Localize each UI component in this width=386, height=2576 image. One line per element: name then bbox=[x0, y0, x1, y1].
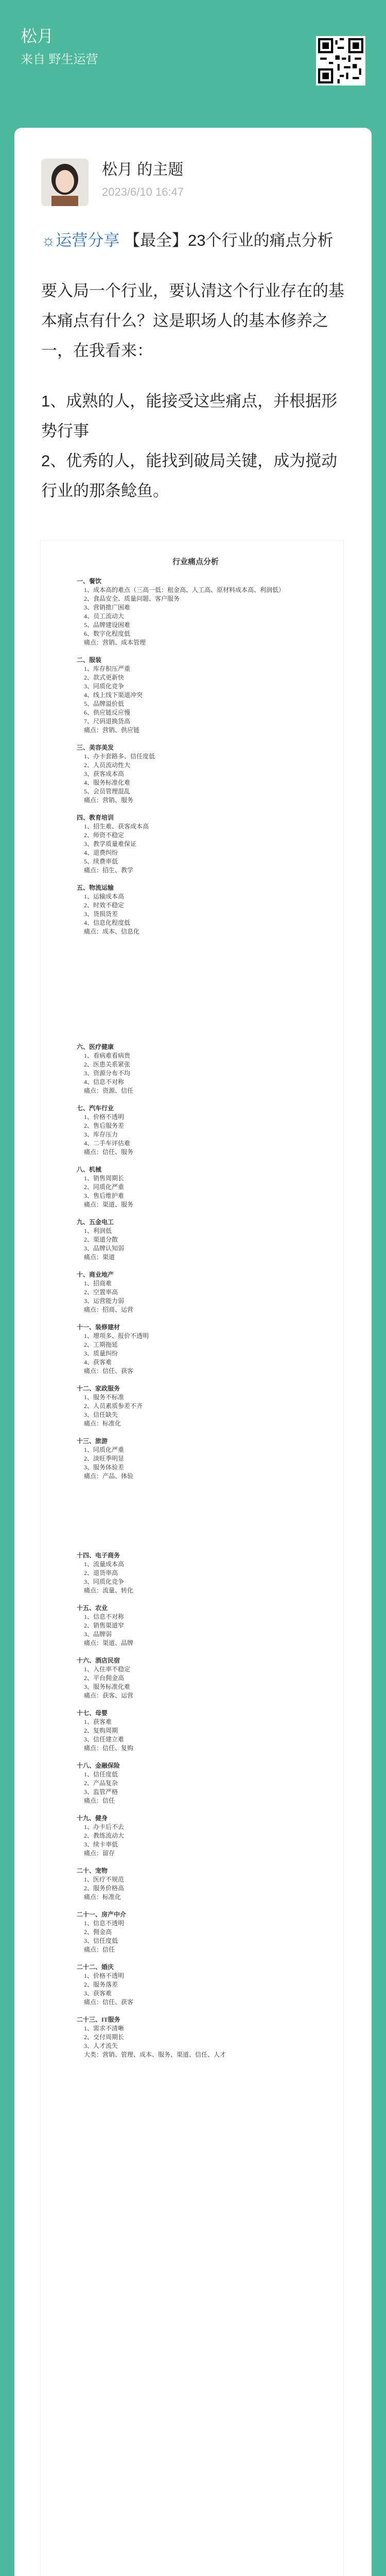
section-item: 4、线上线下渠道冲突 bbox=[84, 691, 143, 699]
document-section bbox=[77, 1867, 314, 1902]
section-heading: 八、机械 bbox=[77, 1166, 102, 1173]
document-section bbox=[77, 1814, 314, 1858]
section-item: 3、同质化竞争 bbox=[84, 683, 125, 690]
document-section bbox=[77, 1270, 314, 1314]
document-section bbox=[77, 884, 314, 936]
section-item: 1、招生难、获客成本高 bbox=[84, 823, 149, 830]
section-item: 2、产品复杂 bbox=[84, 1780, 118, 1787]
section-item: 4、获客难 bbox=[84, 1359, 112, 1366]
document-image[interactable] bbox=[40, 540, 344, 2576]
section-item: 2、师资不稳定 bbox=[84, 832, 125, 839]
section-item: 1、信息不透明 bbox=[84, 1920, 125, 1927]
section-summary: 痛点：标准化 bbox=[84, 1420, 121, 1427]
section-item: 3、售后维护难 bbox=[84, 1192, 125, 1199]
section-item: 3、信任建立难 bbox=[84, 1736, 125, 1743]
section-heading: 十七、母婴 bbox=[77, 1709, 108, 1717]
section-summary: 痛点：信任、获客 bbox=[84, 1998, 134, 2006]
document-section bbox=[77, 577, 314, 647]
section-heading: 二十二、婚庆 bbox=[77, 1963, 114, 1971]
post-tag[interactable]: 运营分享 bbox=[56, 231, 120, 249]
section-item: 3、同质化竞争 bbox=[84, 1578, 125, 1585]
document-section bbox=[77, 1963, 314, 2007]
document-title: 行业痛点分析 bbox=[172, 558, 219, 566]
section-summary: 大类：营销、管理、成本、服务、渠道、信任、人才 bbox=[84, 2051, 226, 2058]
section-heading: 九、五金电工 bbox=[77, 1218, 114, 1226]
avatar[interactable] bbox=[41, 159, 89, 206]
section-item: 1、办卡套路多、信任度低 bbox=[84, 753, 155, 760]
document-section bbox=[77, 1709, 314, 1753]
section-item: 1、成本高的难点（三高一低：租金高、人工高、原材料成本高、利润低） bbox=[84, 586, 285, 594]
tag-icon: ☼ bbox=[41, 231, 56, 249]
section-item: 2、时效不稳定 bbox=[84, 902, 125, 909]
section-item: 4、员工流动大 bbox=[84, 613, 125, 620]
section-item: 5、品牌建设困难 bbox=[84, 621, 131, 629]
section-item: 1、招商难 bbox=[84, 1280, 112, 1287]
section-item: 2、平台佣金高 bbox=[84, 1674, 125, 1682]
section-item: 1、信任度低 bbox=[84, 1771, 118, 1778]
section-summary: 痛点：渠道、服务 bbox=[84, 1201, 134, 1208]
section-summary: 痛点：营销、供应链 bbox=[84, 726, 140, 734]
section-item: 1、看病难看病贵 bbox=[84, 1052, 131, 1059]
section-heading: 四、教育培训 bbox=[77, 814, 114, 821]
section-item: 3、服务体验差 bbox=[84, 1464, 125, 1471]
section-summary: 痛点：营销、服务 bbox=[84, 796, 134, 804]
section-summary: 痛点：招商、运营 bbox=[84, 1306, 134, 1313]
document-section bbox=[77, 814, 314, 875]
section-heading: 七、汽车行业 bbox=[77, 1105, 114, 1112]
document-section bbox=[77, 1384, 314, 1428]
post-date: 2023/6/10 16:47 bbox=[102, 185, 184, 198]
section-summary: 痛点：流量、转化 bbox=[84, 1587, 134, 1594]
post-point-2: 2、优秀的人，能找到破局关键，成为搅动行业的那条鲶鱼。 bbox=[41, 452, 338, 500]
section-summary: 痛点：成本、信息化 bbox=[84, 928, 140, 935]
section-item: 3、营销推广困难 bbox=[84, 604, 131, 611]
section-item: 4、信息不对称 bbox=[84, 1078, 125, 1086]
section-item: 7、尺码退换货高 bbox=[84, 718, 131, 725]
section-item: 3、服务标准化难 bbox=[84, 1683, 131, 1690]
section-item: 1、库存积压严重 bbox=[84, 665, 131, 672]
qr-code-icon bbox=[316, 36, 365, 86]
section-item: 2、退货率高 bbox=[84, 1569, 118, 1577]
section-item: 1、需求不清晰 bbox=[84, 2025, 125, 2032]
section-summary: 痛点：信任 bbox=[84, 1797, 115, 1804]
post-author-title: 松月 的主题 bbox=[102, 161, 184, 178]
section-item: 1、服务不标准 bbox=[84, 1394, 125, 1401]
document-section bbox=[77, 1218, 314, 1262]
section-summary: 痛点：信任、服务 bbox=[84, 1148, 134, 1156]
document-section bbox=[77, 743, 314, 805]
section-item: 3、获客成本高 bbox=[84, 770, 125, 777]
document-section bbox=[77, 2015, 314, 2059]
document-section bbox=[77, 1656, 314, 1700]
section-summary: 痛点：信任、获客 bbox=[84, 1367, 134, 1375]
section-item: 3、质量纠纷 bbox=[84, 1350, 118, 1357]
section-item: 3、资源分布不均 bbox=[84, 1070, 131, 1077]
post-intro: 要入局一个行业，要认清这个行业存在的基本痛点有什么？这是职场人的基本修养之一，在我看来： bbox=[41, 282, 344, 360]
section-item: 1、利润低 bbox=[84, 1227, 112, 1234]
document-section bbox=[77, 1551, 314, 1595]
section-item: 2、销售渠道窄 bbox=[84, 1622, 125, 1629]
section-summary: 痛点：信任、复购 bbox=[84, 1744, 134, 1752]
section-item: 2、服务落差 bbox=[84, 1981, 118, 1988]
document-section bbox=[77, 656, 314, 735]
document-section bbox=[77, 1910, 314, 1954]
section-item: 1、办卡后不去 bbox=[84, 1823, 125, 1831]
section-item: 5、续费率低 bbox=[84, 858, 118, 865]
section-heading: 十、商业地产 bbox=[77, 1271, 114, 1278]
section-item: 3、监管严格 bbox=[84, 1788, 118, 1795]
section-heading: 十四、电子商务 bbox=[77, 1552, 120, 1559]
section-item: 4、退费纠纷 bbox=[84, 849, 118, 856]
section-item: 1、医疗不规范 bbox=[84, 1876, 125, 1883]
section-item: 2、服务价格高 bbox=[84, 1885, 125, 1892]
section-summary: 痛点：资源、信任 bbox=[84, 1087, 134, 1094]
section-item: 2、空置率高 bbox=[84, 1289, 118, 1296]
section-item: 3、运营能力弱 bbox=[84, 1297, 125, 1304]
section-item: 3、人才流失 bbox=[84, 2042, 118, 2049]
section-heading: 三、美容美发 bbox=[77, 744, 114, 751]
post-card bbox=[14, 128, 372, 2576]
author-name[interactable]: 松月 bbox=[21, 27, 54, 45]
document-section bbox=[77, 1437, 314, 1481]
section-item: 5、品牌溢价低 bbox=[84, 700, 125, 707]
section-heading: 十五、农业 bbox=[77, 1604, 108, 1612]
section-heading: 二十、宠物 bbox=[77, 1867, 108, 1874]
section-item: 2、教练流动大 bbox=[84, 1832, 125, 1839]
section-item: 1、同质化严重 bbox=[84, 1446, 125, 1453]
section-item: 3、获客难 bbox=[84, 1990, 112, 1997]
section-summary: 痛点：渠道、品牌 bbox=[84, 1639, 134, 1647]
section-item: 2、医患关系紧张 bbox=[84, 1061, 131, 1068]
document-section bbox=[77, 1043, 314, 1095]
section-heading: 六、医疗健康 bbox=[77, 1043, 114, 1050]
section-item: 2、售后服务差 bbox=[84, 1122, 125, 1129]
section-item: 2、复购周期 bbox=[84, 1727, 118, 1734]
section-item: 1、增项多、报价不透明 bbox=[84, 1332, 149, 1340]
section-item: 3、信任度低 bbox=[84, 1937, 118, 1944]
section-summary: 痛点：营销、成本管理 bbox=[84, 639, 146, 646]
section-heading: 二、服装 bbox=[77, 656, 102, 664]
section-item: 1、信息不对称 bbox=[84, 1613, 125, 1620]
section-item: 2、工期拖延 bbox=[84, 1341, 118, 1348]
section-summary: 痛点：产品、体验 bbox=[84, 1472, 134, 1480]
section-heading: 五、物流运输 bbox=[77, 884, 114, 891]
section-heading: 二十一、房产中介 bbox=[77, 1911, 127, 1918]
section-item: 2、同质化严重 bbox=[84, 1183, 125, 1191]
section-item: 3、货损货差 bbox=[84, 910, 118, 918]
section-item: 6、供应链反应慢 bbox=[84, 709, 131, 716]
section-item: 4、服务标准化难 bbox=[84, 779, 131, 786]
document-section bbox=[77, 1323, 314, 1376]
document-section bbox=[77, 1165, 314, 1209]
post-point-1: 1、成熟的人，能接受这些痛点，并根据形势行事 bbox=[41, 392, 338, 440]
section-summary: 痛点：渠道 bbox=[84, 1253, 115, 1261]
section-item: 3、信任缺失 bbox=[84, 1411, 118, 1418]
section-heading: 一、餐饮 bbox=[77, 578, 102, 585]
section-heading: 十二、家政服务 bbox=[77, 1385, 120, 1392]
post-headline: 【最全】23个行业的痛点分析 bbox=[124, 231, 334, 249]
section-item: 2、交付周期长 bbox=[84, 2033, 125, 2041]
section-item: 3、教学质量难保证 bbox=[84, 840, 137, 848]
section-item: 2、佣金高 bbox=[84, 1928, 112, 1936]
section-item: 1、运输成本高 bbox=[84, 893, 125, 900]
section-item: 1、流量成本高 bbox=[84, 1561, 125, 1568]
section-item: 4、二手车评估难 bbox=[84, 1140, 131, 1147]
section-item: 3、续卡率低 bbox=[84, 1841, 118, 1848]
section-summary: 痛点：获客、运营 bbox=[84, 1692, 134, 1699]
section-heading: 十六、酒店民宿 bbox=[77, 1657, 120, 1664]
section-item: 5、会员管理混乱 bbox=[84, 788, 131, 795]
section-item: 2、人员流动性大 bbox=[84, 761, 131, 769]
section-summary: 痛点：留存 bbox=[84, 1850, 115, 1857]
document-section bbox=[77, 1604, 314, 1648]
section-item: 2、款式更新快 bbox=[84, 674, 125, 681]
section-item: 2、食品安全、质量问题、客户服务 bbox=[84, 595, 180, 602]
section-item: 1、获客难 bbox=[84, 1718, 112, 1725]
section-summary: 痛点：标准化 bbox=[84, 1893, 121, 1901]
section-heading: 十三、旅游 bbox=[77, 1437, 108, 1445]
section-item: 1、价格不透明 bbox=[84, 1972, 125, 1979]
section-heading: 十八、金融保险 bbox=[77, 1762, 120, 1769]
section-heading: 二十三、IT服务 bbox=[77, 2016, 120, 2023]
section-item: 2、人员素质参差不齐 bbox=[84, 1402, 143, 1410]
section-heading: 十九、健身 bbox=[77, 1815, 108, 1822]
section-item: 4、信息化程度低 bbox=[84, 919, 131, 926]
section-item: 1、入住率不稳定 bbox=[84, 1666, 131, 1673]
section-item: 2、淡旺季明显 bbox=[84, 1455, 125, 1462]
section-summary: 痛点：信任 bbox=[84, 1946, 115, 1953]
source-line[interactable]: 来自 野生运营 bbox=[21, 53, 98, 66]
section-item: 1、销售周期长 bbox=[84, 1175, 125, 1182]
section-item: 3、库存压力 bbox=[84, 1131, 118, 1138]
section-item: 3、品牌认知弱 bbox=[84, 1245, 125, 1252]
section-item: 6、数字化程度低 bbox=[84, 630, 131, 637]
section-item: 2、渠道分散 bbox=[84, 1236, 118, 1243]
post-body bbox=[41, 226, 350, 527]
document-section bbox=[77, 1761, 314, 1805]
section-item: 3、品牌弱 bbox=[84, 1631, 112, 1638]
section-item: 1、价格不透明 bbox=[84, 1113, 125, 1121]
document-section bbox=[77, 1104, 314, 1157]
section-summary: 痛点：招生、教学 bbox=[84, 867, 134, 874]
section-heading: 十一、装修建材 bbox=[77, 1324, 120, 1331]
